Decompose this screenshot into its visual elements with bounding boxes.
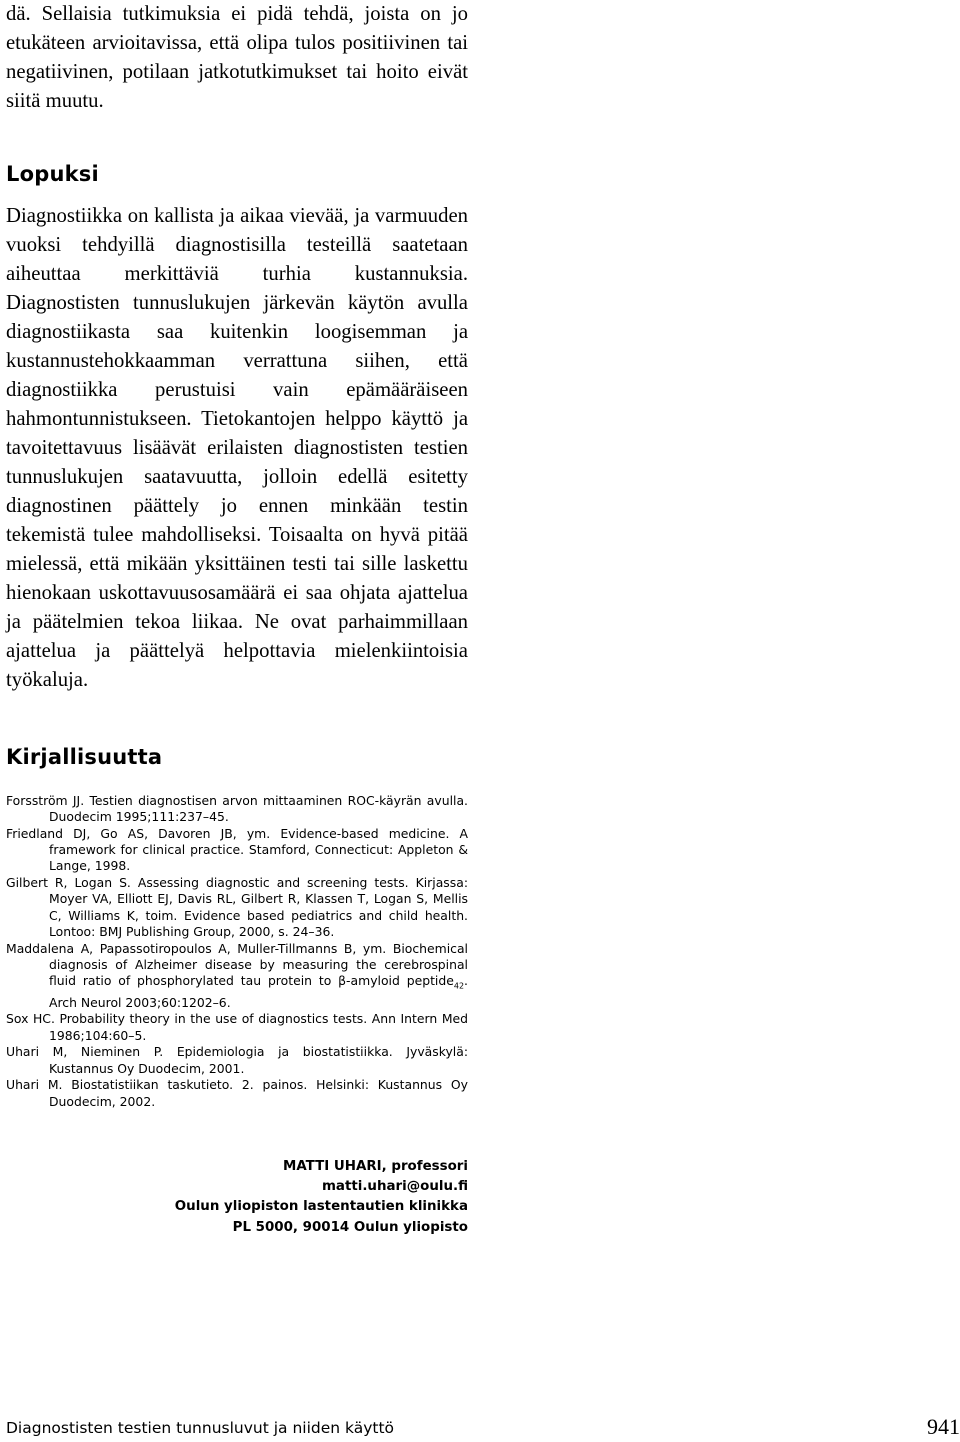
author-block <box>175 1157 468 1238</box>
page-number: 941 <box>927 1414 960 1439</box>
lopuksi-paragraph: Diagnostiikka on kallista ja aikaa vievää, ja varmuuden vuoksi tehdyillä diagnostisilla testeillä saatetaan aiheuttaa merkittäviä turhia kustannuksia. Diagnostisten tunnuslukujen järkevän käytön avulla diagnostiikasta saa kuitenkin loogisemman ja kustannustehokkaamman verrattuna siihen, että diagnostiikka perustuisi vain epämääräiseen hahmontunnistukseen. Tietokantojen helppo käyttö ja tavoitettavuus lisäävät erilaisten diagnostisten testien tunnuslukujen saatavuutta, jolloin edellä esitetty diagnostinen päättely jo ennen minkään testin tekemistä tulee mahdolliseksi. Toisaalta on hyvä pitää mielessä, että mikään yksittäinen testi tai sille laskettu hienokaan uskottavuusosamäärä ei saa ohjata ajattelua ja päätelmien tekoa liikaa. Ne ovat parhaimmillaan ajattelua ja päättelyä helpottavia mielenkiintoisia työkaluja. <box>6 205 468 691</box>
author-name: MATTI UHARI, professori <box>283 1159 468 1174</box>
intro-paragraph: dä. Sellaisia tutkimuksia ei pidä tehdä, joista on jo etukäteen arvioitavissa, että olipa tulos positiivinen tai negatiivinen, potilaan jatkotutkimukset tai hoito eivät siitä muutu. <box>6 3 468 112</box>
reference-item: Sox HC. Probability theory in the use of diagnostics tests. Ann Intern Med 1986;104:60–5. <box>6 1011 468 1043</box>
reference-item <box>6 941 468 1011</box>
reference-item: Gilbert R, Logan S. Assessing diagnostic and screening tests. Kirjassa: Moyer VA, Elliott EJ, Davis RL, Gilbert R, Klassen T, Logan S, Mellis C, Williams K, toim. Evidence based pediatrics and child health. Lontoo: BMJ Publishing Group, 2000, s. 24–36. <box>6 875 468 939</box>
author-email: matti.uhari@oulu.fi <box>321 1179 468 1195</box>
reference-subscript: 42 <box>453 981 465 991</box>
article-column <box>6 0 468 1110</box>
reference-list <box>6 793 468 1110</box>
reference-item: Forsström JJ. Testien diagnostisen arvon mittaaminen ROC-käyrän avulla. Duodecim 1995;111:237–45. <box>6 793 468 825</box>
reference-text: . Arch Neurol 2003;60:1202–6. <box>49 973 468 1010</box>
reference-item: Friedland DJ, Go AS, Davoren JB, ym. Evidence-based medicine. A framework for clinical practice. Stamford, Connecticut: Appleton & Lange, 1998. <box>6 826 468 874</box>
reference-item: Uhari M. Biostatistiikan taskutieto. 2. painos. Helsinki: Kustannus Oy Duodecim, 2002. <box>6 1077 468 1109</box>
section-heading-lopuksi: Lopuksi <box>6 162 99 186</box>
author-affiliation: Oulun yliopiston lastentautien klinikka <box>174 1199 468 1215</box>
author-address: PL 5000, 90014 Oulun yliopisto <box>232 1219 468 1235</box>
reference-item: Uhari M, Nieminen P. Epidemiologia ja biostatistiikka. Jyväskylä: Kustannus Oy Duodecim, 2001. <box>6 1044 468 1076</box>
reference-text: Maddalena A, Papassotiropoulos A, Muller-Tillmanns B, ym. Biochemical diagnosis of Alzheimer disease by measuring the cerebrospinal fluid ratio of phosphorylated tau protein to β-amyloid peptide <box>6 940 468 989</box>
running-title: Diagnostisten testien tunnusluvut ja niiden käyttö <box>6 1419 395 1437</box>
section-heading-references: Kirjallisuutta <box>6 745 163 769</box>
